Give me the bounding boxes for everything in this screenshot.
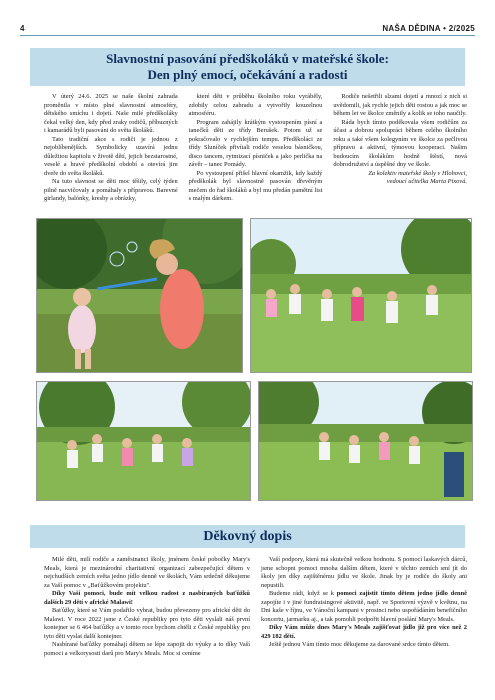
paragraph: Nasbírané baťůžky pomáhají dětem se lépe zapojit do výuky a to díky Vaší pomoci a velkorysosti darů pro Mary's Meals. Moc si ceníme <box>44 641 250 657</box>
letter-body <box>44 556 467 696</box>
photo-children-dance-lawn <box>258 381 473 501</box>
paragraph: V úterý 24.6. 2025 se naše školní zahrada proměnila v místo plné slavnostní atmosféry, dětského smíchu i dojetí. Naše milé předškoláky čekal velký den, kdy před zraky rodičů, příbuzných i kamarádů byli pasováni do světa školáků. <box>44 93 178 134</box>
page-number: 4 <box>20 24 25 33</box>
paragraph: Milé děti, milí rodiče a zaměstnanci školy, jménem české pobočky Mary's Meals, která je mezinárodní charitativní organizací zabezpečující dětem v nejchudších zemích světa jedno jídlo denně ve školách, Vám srdečně děkujeme za Vaší pomoc v „Baťůžkovém projektu". <box>44 556 250 589</box>
paragraph-bold: Díky Vaší pomoci, bude mít velkou radost z nasbíraných baťůžků dalších 29 dětí v africké Malawi! <box>44 590 250 606</box>
article-body <box>44 93 467 215</box>
paragraph: Program zahájily krátkým vystoupením písní a tanečků děti ze třídy Berušek. Potom už se pokračovalo v rychlejším tempu. Předškoláci ze třídy Sluníček přivítali rodiče veselou básničkou, disco tancem, rytmizací písniček a jako perlička na závěr – tanec Pomády. <box>188 118 323 168</box>
issue-label: NAŠA DĚDINA • 2/2025 <box>382 24 475 33</box>
photo-children-ring-dance <box>36 381 251 501</box>
text-run: zapojíte i v jiné fundraisingové aktivitě, např. ve Sportovní výzvě v květnu, na Dni kaše v říjnu, ve Vánoční kampani v prosinci nebo uspořádáním benefičního koncertu, jarmarku aj., a tak pomohli podpořit hlavní poslání Mary's Meals. <box>261 598 467 623</box>
letter-column-2 <box>261 556 467 696</box>
article-column-1 <box>44 93 178 215</box>
paragraph: Ještě jednou Vám tímto moc děkujeme za darované srdce tímto dětem. <box>269 641 450 648</box>
page-header <box>20 22 475 36</box>
paragraph: Vaší podpory, která má skutečně velkou hodnotu. S pomocí laskavých dárců, jsme schopni pomoci mnoha dalším dětem, které v těchto zemích smí jít do školy jen díky zajištěnému jídlu ve škole. Jinak by je rodiče do školy ani nepustili. <box>261 556 467 589</box>
photo-children-dancing-circle <box>250 218 472 373</box>
paragraph: Baťůžky, které se Vám podařilo vybrat, budou převezeny pro africké děti do Malawi. V roce 2022 jsme z České republiky pro tyto děti vyslali náš první kontejner se 6 464 baťůžky a v tomto roce bychom chtěli z České republiky pro tyto děti vyslat další kontejner. <box>44 607 250 640</box>
paragraph: Na tuto slavnost se děti moc těšily, celý týden pilně nacvičovaly a pomáhaly s přípravou. Barevné girlandy, balónky, kresby a obrázky, <box>44 178 178 202</box>
text-run-bold: pomoci zajistit tímto dětem jedno jídlo denně <box>336 590 468 597</box>
letter-title: Děkovný dopis <box>203 529 292 544</box>
article-title-banner <box>30 48 465 86</box>
paragraph: které děti v průběhu školního roku vyráběly, zdobily celou zahradu a vytvořily kouzelnou atmosféru. <box>188 93 323 117</box>
signature-line: vedoucí učitelka Marta Pixová. <box>386 178 468 185</box>
signature-line: Za kolektiv mateřské školy v Hlohovci, <box>368 169 468 177</box>
paragraph: Tato tradiční akce s rodiči je jednou z nejoblíbenějších. Symbolicky uzavírá jednu důležitou kapitolu v životě dětí, jejich bezstarostné, veselé a hravé předškolní období a otevírá jim dveře do světa školáků. <box>44 135 178 177</box>
letter-column-1 <box>44 556 250 696</box>
paragraph: Rodiče nešetřili slzami dojetí a mnozí z nich si uvědomili, jak rychle jejich děti rostou a jak moc se během let ve školce změnily a kolik se toho naučily. <box>333 93 468 117</box>
article-column-3 <box>333 93 467 215</box>
paragraph <box>261 590 467 624</box>
paragraph: Po vystoupení přišel hlavní okamžik, kdy každý předškolák byl slavnostně pasován dřevěným mečem do řad školáků a byl mu předán pamětní list s malým dárkem. <box>188 169 323 202</box>
article-title-line1: Slavnostní pasování předškoláků v mateřské škole: <box>106 51 389 66</box>
letter-title-banner <box>30 525 465 548</box>
paragraph-bold: Díky Vám může dnes Mary's Meals zajišťovat jídlo již pro více než 2 429 182 dětí. <box>261 624 467 640</box>
text-run: Budeme rádi, když se k <box>269 590 337 597</box>
photo-teacher-bubbles <box>36 218 243 373</box>
paragraph: Ráda bych tímto poděkovala všem rodičům za účast a dobrou spolupráci během celého školního roku a také všem kolegyním ve školce za pečlivou přípravu a aktivní, týmovou kooperaci. Našim budoucím školákům hodně štěstí, nová dobrodružství a úspěšné dny ve škole. <box>333 118 468 168</box>
article-column-2 <box>189 93 323 215</box>
article-title-line2: Den plný emocí, očekávání a radosti <box>147 67 348 82</box>
